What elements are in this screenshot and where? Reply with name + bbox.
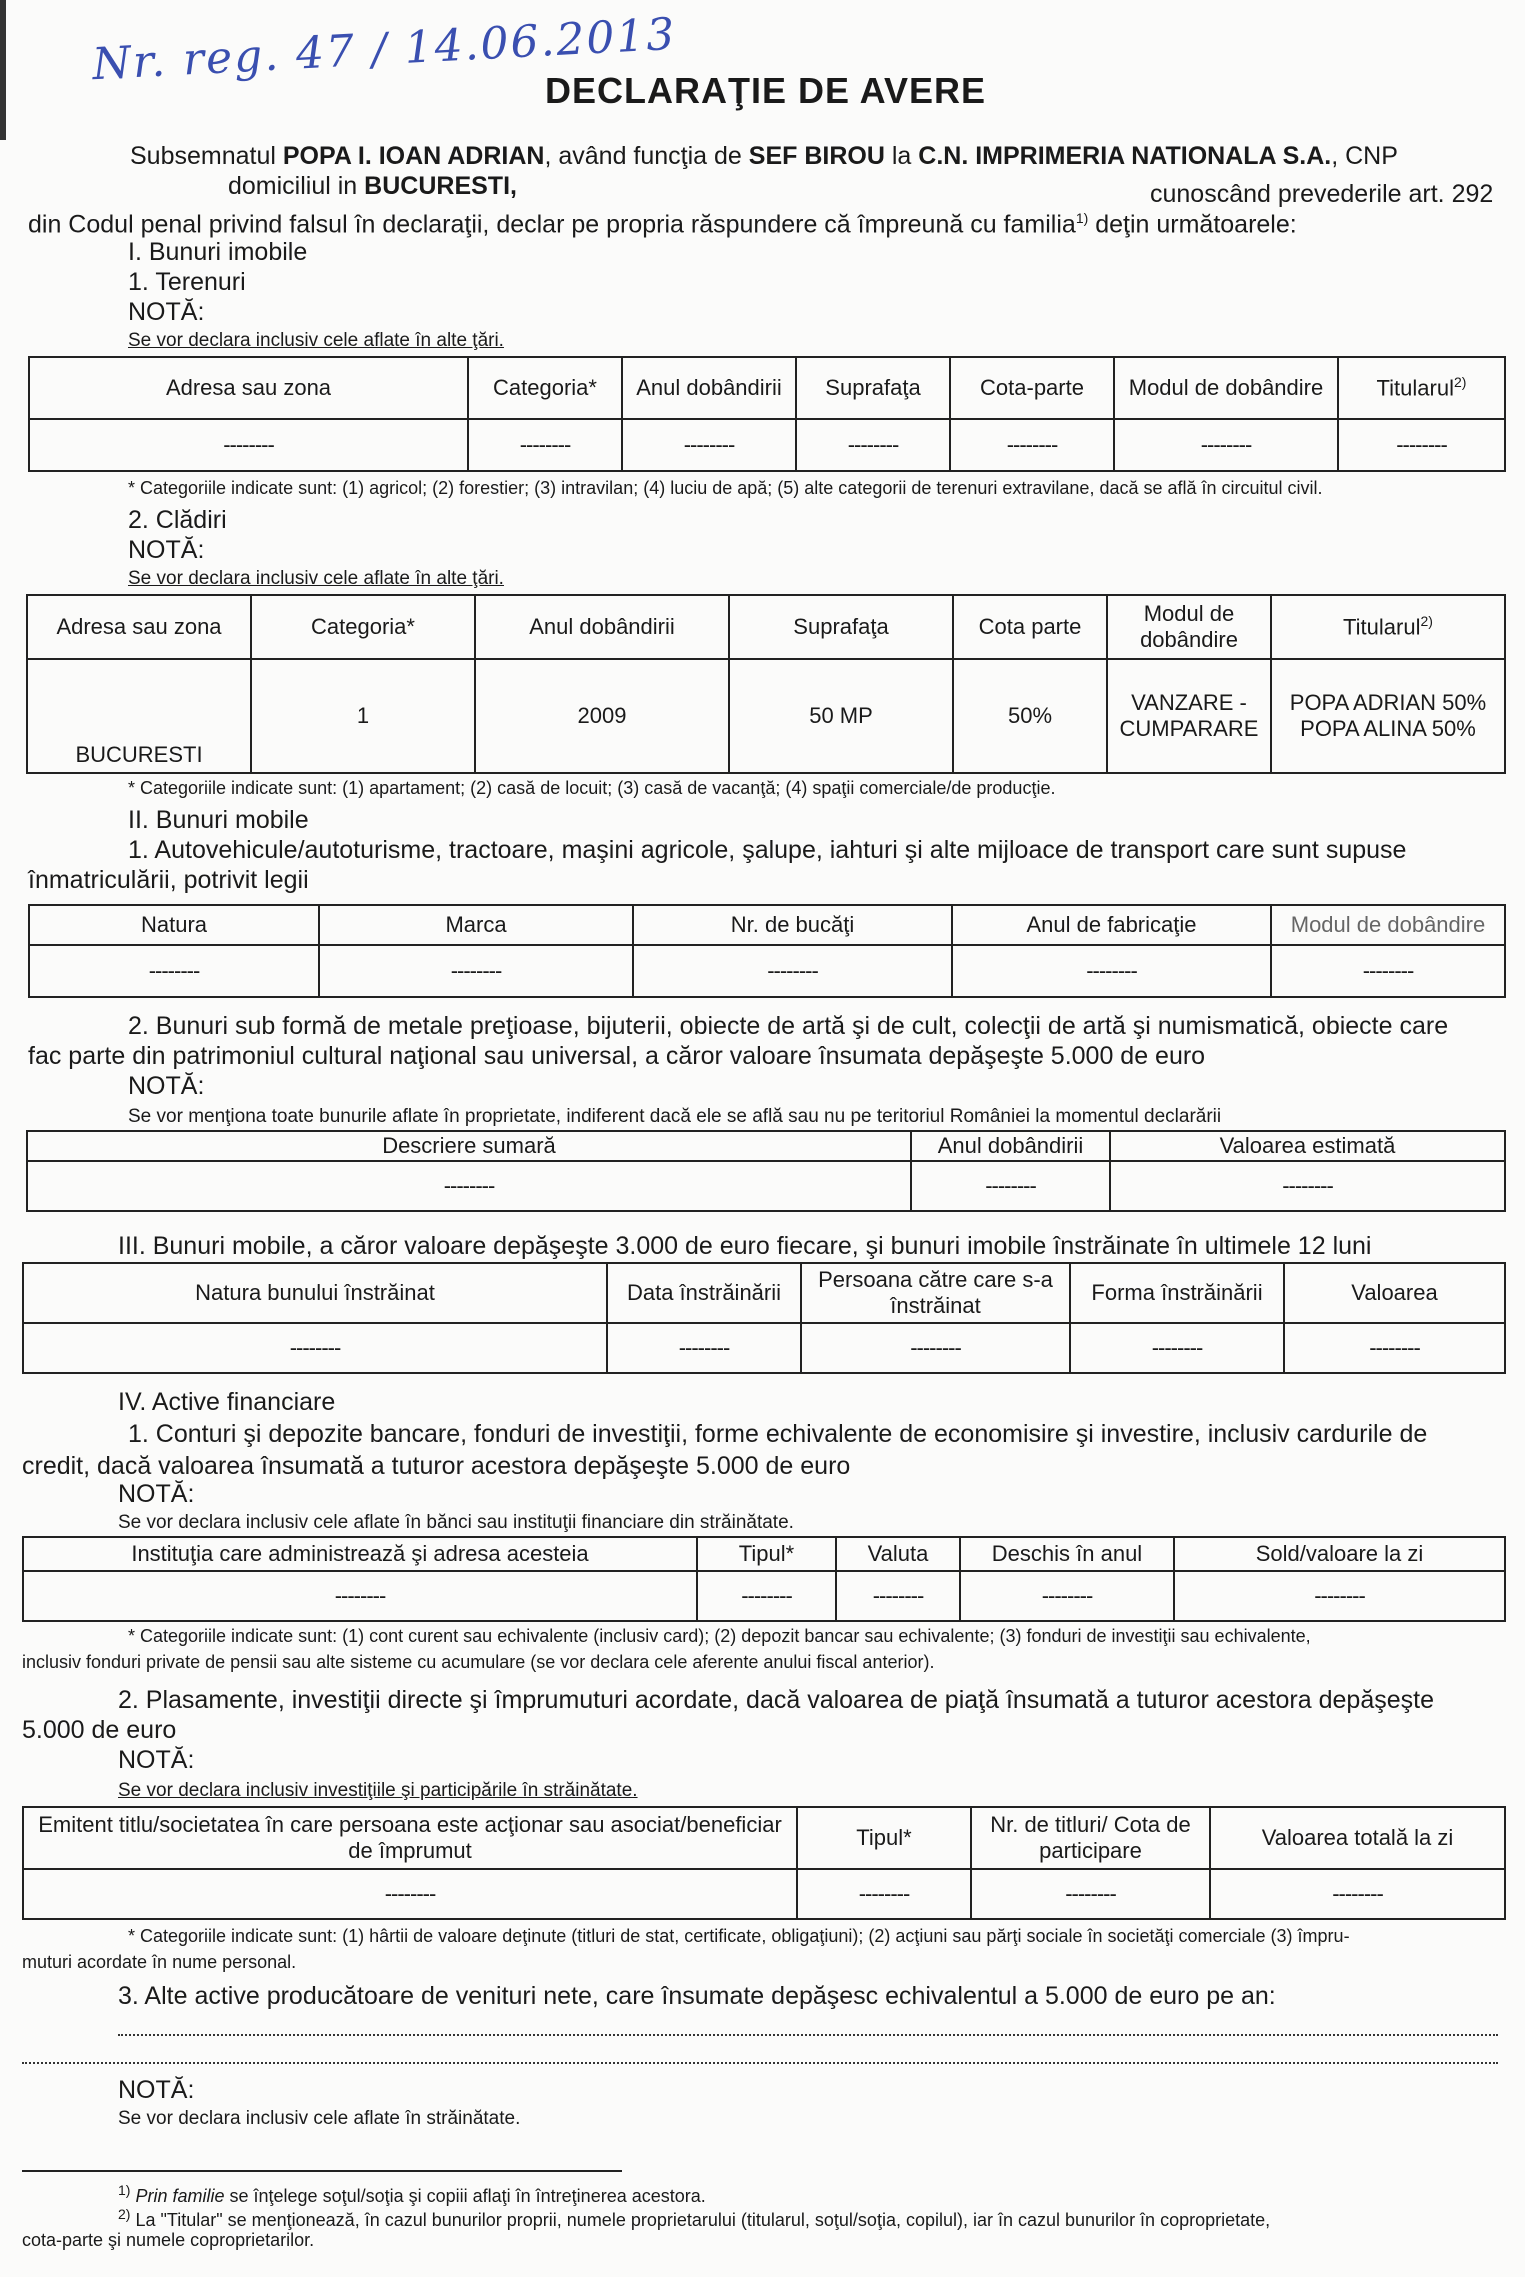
document-title: DECLARAŢIE DE AVERE — [545, 70, 987, 111]
nota-label: NOTĂ: — [128, 536, 205, 564]
col-header: Marca — [319, 905, 633, 945]
page-footnote-2: $^{2)}$ La "Titular" se menţionează, în cazul bunurilor proprii, numele proprietarului (titularul, soţul/soţia, copilul), iar în cazul bunurilor în coproprietate, — [118, 2206, 1271, 2230]
footnote-rule — [22, 2170, 622, 2172]
col-header: Deschis în anul — [960, 1537, 1174, 1571]
declarant-function: SEF BIROU — [748, 142, 885, 170]
col-header: Valoarea estimată — [1110, 1131, 1505, 1161]
section-2-1-line-1: 1. Autovehicule/autoturisme, tractoare, maşini agricole, şalupe, iahturi şi alte mijloace de transport care sunt supuse — [128, 836, 1407, 864]
col-header: Anul dobândirii — [622, 357, 796, 419]
col-header: Forma înstrăinării — [1070, 1263, 1284, 1323]
building-area: 50 MP — [729, 659, 953, 773]
nota-label: NOTĂ: — [118, 2076, 195, 2104]
col-header: Titularul$^{2)}$ — [1338, 357, 1505, 419]
declarant-institution: C.N. IMPRIMERIA NATIONALA S.A. — [918, 142, 1332, 170]
nota-label: NOTĂ: — [118, 1746, 195, 1774]
col-header: Data înstrăinării — [607, 1263, 801, 1323]
col-header: Persoana către care s-a înstrăinat — [801, 1263, 1070, 1323]
col-header: Anul de fabricaţie — [952, 905, 1271, 945]
section-4-heading: IV. Active financiare — [118, 1388, 336, 1416]
col-header: Valuta — [836, 1537, 960, 1571]
col-header: Natura bunului înstrăinat — [23, 1263, 607, 1323]
col-header: Categoria* — [251, 595, 475, 659]
alienated-table — [22, 1262, 1506, 1374]
col-header: Suprafaţa — [729, 595, 953, 659]
investments-table — [22, 1806, 1506, 1920]
declarant-name: POPA I. IOAN ADRIAN — [282, 142, 545, 170]
declarant-city: BUCURESTI, — [364, 172, 517, 200]
table-header-row — [29, 905, 1505, 945]
col-header: Valoarea totală la zi — [1210, 1807, 1505, 1869]
building-year: 2009 — [475, 659, 729, 773]
building-share: 50% — [953, 659, 1107, 773]
accounts-table — [22, 1536, 1506, 1622]
section-1-heading: I. Bunuri imobile — [128, 238, 308, 266]
investments-footnote-1: * Categoriile indicate sunt: (1) hârtii de valoare deţinute (titluri de stat, certificate, obligaţiuni); (2) acţiuni sau părţi sociale în societăţi comerciale (3) împru- — [128, 1926, 1350, 1946]
table-row: -------- -------- -------- -------- -------- -------- -------- — [29, 419, 1505, 471]
nota-text: Se vor declara inclusiv cele aflate în alte ţări. — [128, 568, 504, 589]
section-4-1-line-1: 1. Conturi şi depozite bancare, fonduri de investiţii, forme echivalente de economisire şi investire, inclusiv cardurile de — [128, 1420, 1428, 1448]
building-mode: VANZARE - CUMPARARE — [1107, 659, 1271, 773]
section-4-2-line-1: 2. Plasamente, investiţii directe şi împrumuturi acordate, dacă valoarea de piaţă însumată a tuturor acestora depăşeşte — [118, 1686, 1434, 1714]
building-category: 1 — [251, 659, 475, 773]
section-1-1-heading: 1. Terenuri — [128, 268, 246, 296]
table-header-row — [23, 1537, 1505, 1571]
col-header: Sold/valoare la zi — [1174, 1537, 1505, 1571]
buildings-table — [26, 594, 1506, 774]
col-header: Anul dobândirii — [475, 595, 729, 659]
col-header: Anul dobândirii — [911, 1131, 1110, 1161]
col-header: Valoarea — [1284, 1263, 1505, 1323]
nota-text: Se vor declara inclusiv investiţiile şi participările în străinătate. — [118, 1780, 638, 1801]
col-header: Instituţia care administrează şi adresa acesteia — [23, 1537, 697, 1571]
intro-line-2b: cunoscând prevederile art. 292 — [1150, 180, 1494, 208]
nota-text: Se vor menţiona toate bunurile aflate în proprietate, indiferent dacă ele se află sau nu pe teritoriul României la momentul declarării — [128, 1106, 1222, 1127]
section-1-2-heading: 2. Clădiri — [128, 506, 227, 534]
investments-footnote-2: muturi acordate în nume personal. — [22, 1952, 297, 1972]
section-2-2-line-1: 2. Bunuri sub formă de metale preţioase, bijuterii, obiecte de artă şi de cult, colecţii de artă şi numismatică, obiecte care — [128, 1012, 1449, 1040]
table-header-row — [29, 357, 1505, 419]
col-header: Tipul* — [697, 1537, 836, 1571]
buildings-footnote: * Categoriile indicate sunt: (1) apartament; (2) casă de locuit; (3) casă de vacanţă; (4) spaţii comerciale/de producţie. — [128, 778, 1056, 798]
col-header: Nr. de bucăţi — [633, 905, 952, 945]
section-2-heading: II. Bunuri mobile — [128, 806, 309, 834]
land-footnote: * Categoriile indicate sunt: (1) agricol; (2) forestier; (3) intravilan; (4) luciu de apă; (5) alte categorii de terenuri extravilane, dacă se află în circuitul civil. — [128, 478, 1323, 498]
col-header: Modul de dobândire — [1107, 595, 1271, 659]
accounts-footnote-2: inclusiv fonduri private de pensii sau alte sisteme cu acumulare (se vor declara cele aferente anului fiscal anterior). — [22, 1652, 935, 1672]
nota-label: NOTĂ: — [118, 1480, 195, 1508]
page-footnote-2b: cota-parte şi numele coproprietarilor. — [22, 2230, 315, 2250]
section-3-heading: III. Bunuri mobile, a căror valoare depăşeşte 3.000 de euro fiecare, şi bunuri imobile înstrăinate în ultimele 12 luni — [118, 1232, 1372, 1260]
valuables-table — [26, 1130, 1506, 1212]
col-header: Suprafaţa — [796, 357, 950, 419]
section-4-3-heading: 3. Alte active producătoare de venituri nete, care însumate depăşesc echivalentul a 5.000 de euro pe an: — [118, 1982, 1276, 2010]
table-row — [27, 659, 1505, 773]
col-header: Adresa sau zona — [27, 595, 251, 659]
section-2-2-line-2: fac parte din patrimoniul cultural naţional sau universal, a căror valoare însumata depăşeşte 5.000 de euro — [28, 1042, 1206, 1070]
building-address: BUCURESTI — [27, 659, 251, 773]
section-2-1-line-2: înmatriculării, potrivit legii — [28, 866, 309, 894]
dotted-line — [22, 2062, 1498, 2064]
section-4-2-line-2: 5.000 de euro — [22, 1716, 177, 1744]
col-header: Titularul$^{2)}$ — [1271, 595, 1505, 659]
land-table — [28, 356, 1506, 472]
col-header: Natura — [29, 905, 319, 945]
table-row: -------- -------- -------- -------- -------- — [29, 945, 1505, 997]
col-header: Modul de dobândire — [1271, 905, 1505, 945]
page-footnote-1: $^{1)}$ Prin familie se înţelege soţul/soţia şi copiii aflaţi în întreţinerea acestora. — [118, 2182, 706, 2206]
building-owners: POPA ADRIAN 50% POPA ALINA 50% — [1271, 659, 1505, 773]
section-4-1-line-2: credit, dacă valoarea însumată a tuturor acestora depăşeşte 5.000 de euro — [22, 1452, 851, 1480]
nota-label: NOTĂ: — [128, 1072, 205, 1100]
col-header: Tipul* — [797, 1807, 971, 1869]
table-header-row — [23, 1263, 1505, 1323]
col-header: Categoria* — [468, 357, 622, 419]
table-row: -------- -------- -------- -------- — [23, 1869, 1505, 1919]
nota-text: Se vor declara inclusiv cele aflate în bănci sau instituţii financiare din străinătate. — [118, 1512, 794, 1533]
table-row: -------- -------- -------- -------- -------- — [23, 1571, 1505, 1621]
table-row: -------- -------- -------- -------- -------- — [23, 1323, 1505, 1373]
intro-line-2: domiciliul in BUCURESTI, — [228, 172, 517, 200]
accounts-footnote-1: * Categoriile indicate sunt: (1) cont curent sau echivalente (inclusiv card); (2) depozit bancar sau echivalente; (3) fonduri de investiţii sau echivalente, — [128, 1626, 1311, 1646]
nota-label: NOTĂ: — [128, 298, 205, 326]
scan-edge-mark — [0, 0, 6, 140]
col-header: Emitent titlu/societatea în care persoana este acţionar sau asociat/beneficiar de împrumut — [23, 1807, 797, 1869]
col-header: Modul de dobândire — [1114, 357, 1338, 419]
table-header-row — [27, 595, 1505, 659]
nota-text: Se vor declara inclusiv cele aflate în alte ţări. — [128, 330, 504, 351]
dotted-line — [118, 2034, 1498, 2036]
col-header: Nr. de titluri/ Cota de participare — [971, 1807, 1210, 1869]
nota-text: Se vor declara inclusiv cele aflate în străinătate. — [118, 2108, 521, 2129]
table-row: -------- -------- -------- — [27, 1161, 1505, 1211]
intro-line-3: din Codul penal privind falsul în declaraţii, declar pe propria răspundere că împreună cu familia$^{1)}$ deţin următoarele: — [28, 210, 1297, 239]
col-header: Adresa sau zona — [29, 357, 468, 419]
intro-line-1: Subsemnatul POPA I. IOAN ADRIAN, având funcţia de SEF BIROU la C.N. IMPRIMERIA NATIONALA S.A., CNP — [130, 142, 1398, 170]
table-header-row — [23, 1807, 1505, 1869]
col-header: Descriere sumară — [27, 1131, 911, 1161]
col-header: Cota parte — [953, 595, 1107, 659]
handwritten-registration: Nr. reg. 47 / 14.06.2013 — [91, 8, 678, 91]
vehicles-table — [28, 904, 1506, 998]
table-header-row — [27, 1131, 1505, 1161]
col-header: Cota-parte — [950, 357, 1114, 419]
